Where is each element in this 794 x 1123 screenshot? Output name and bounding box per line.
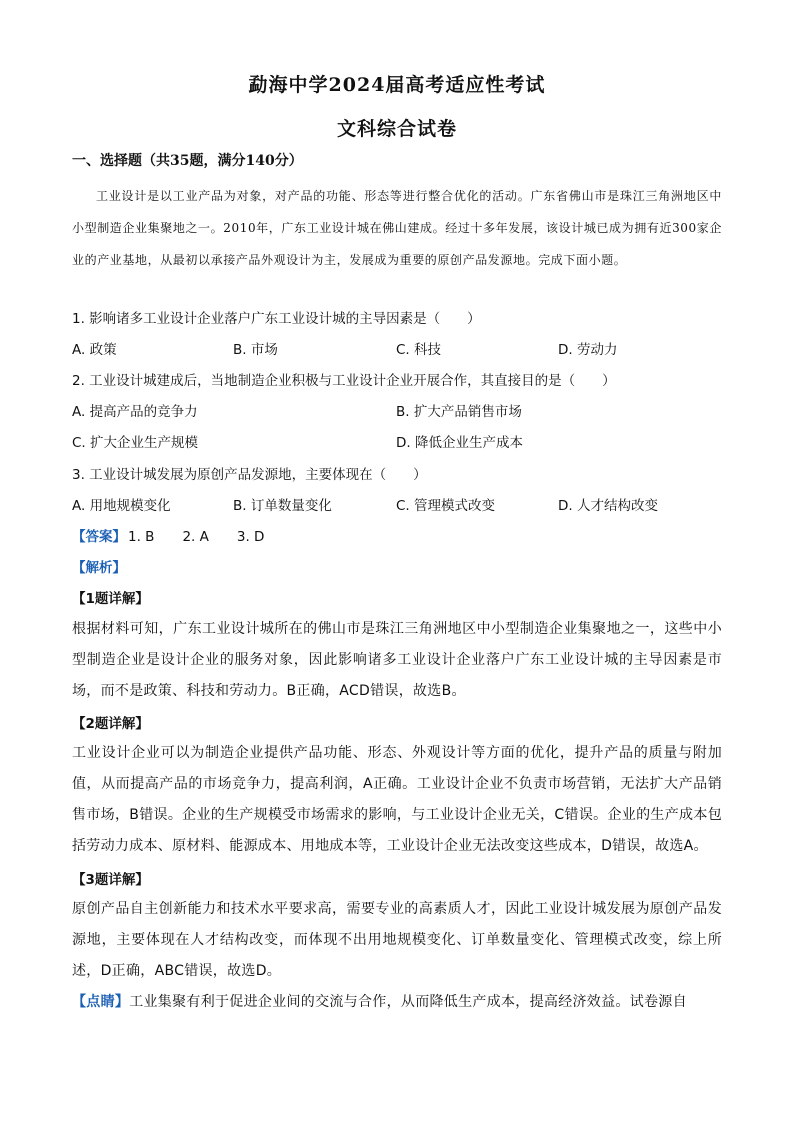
detail-3-heading: 【3题详解】 bbox=[72, 872, 149, 888]
tip-label: 【点睛】 bbox=[72, 994, 130, 1010]
detail-1-heading: 【1题详解】 bbox=[72, 591, 149, 607]
question-1-option-c: C. 科技 bbox=[396, 342, 442, 358]
detail-1-text: 根据材料可知，广东工业设计城所在的佛山市是珠江三角洲地区中小型制造企业集聚地之一，这些中小型制造企业是设计企业的服务对象，因此影响诸多工业设计企业落户广东工业设计城的主导因素是市场，而不是政策、科技和劳动力。B正确，ACD错误，故选B。 bbox=[72, 621, 722, 699]
question-3-option-c: C. 管理模式改变 bbox=[396, 498, 496, 514]
detail-3-text: 原创产品自主创新能力和技术水平要求高，需要专业的高素质人才，因此工业设计城发展为原创产品发源地，主要体现在人才结构改变，而体现不出用地规模变化、订单数量变化、管理模式改变，综上所述，D正确，ABC错误，故选D。 bbox=[72, 901, 722, 979]
question-3-stem: 3. 工业设计城发展为原创产品发源地，主要体现在（ ） bbox=[72, 467, 427, 483]
question-2-option-b: B. 扩大产品销售市场 bbox=[396, 404, 522, 420]
answer-label: 【答案】 bbox=[72, 529, 126, 545]
question-1-option-a: A. 政策 bbox=[72, 342, 117, 358]
tip-line bbox=[72, 987, 722, 1018]
question-2-option-d: D. 降低企业生产成本 bbox=[396, 435, 523, 451]
reading-passage: 工业设计是以工业产品为对象，对产品的功能、形态等进行整合优化的活动。广东省佛山市是珠江三角洲地区中小型制造企业集聚地之一。2010年，广东工业设计城在佛山建成。经过十多年发展，该设计城已成为拥有近300家企业的产业基地，从最初以承接产品外观设计为主，发展成为重要的原创产品发源地。完成下面小题。 bbox=[72, 189, 722, 267]
exam-subtitle: 文科综合试卷 bbox=[336, 118, 457, 140]
answer-value: 2. A bbox=[182, 529, 209, 545]
answer-line bbox=[72, 525, 264, 545]
question-3-option-d: D. 人才结构改变 bbox=[558, 498, 658, 514]
exam-title: 勐海中学2024届高考适应性考试 bbox=[248, 74, 546, 96]
section-heading: 一、选择题（共35题，满分140分） bbox=[72, 153, 303, 169]
tip-text: 工业集聚有利于促进企业间的交流与合作，从而降低生产成本，提高经济效益。试卷源自 bbox=[129, 994, 687, 1010]
question-1-option-d: D. 劳动力 bbox=[558, 342, 618, 358]
detail-2-heading: 【2题详解】 bbox=[72, 716, 149, 732]
analysis-label: 【解析】 bbox=[72, 560, 126, 576]
question-2-stem: 2. 工业设计城建成后，当地制造企业积极与工业设计企业开展合作，其直接目的是（ ） bbox=[72, 373, 616, 389]
question-2-option-c: C. 扩大企业生产规模 bbox=[72, 435, 199, 451]
answer-value: 1. B bbox=[128, 529, 155, 545]
question-1-option-b: B. 市场 bbox=[233, 342, 278, 358]
detail-2-text: 工业设计企业可以为制造企业提供产品功能、形态、外观设计等方面的优化，提升产品的质量与附加值，从而提高产品的市场竞争力，提高利润，A正确。工业设计企业不负责市场营销，无法扩大产品销售市场，B错误。企业的生产规模受市场需求的影响，与工业设计企业无关，C错误。企业的生产成本包括劳动力成本、原材料、能源成本、用地成本等，工业设计企业无法改变这些成本，D错误，故选A。 bbox=[72, 745, 722, 854]
answer-value: 3. D bbox=[236, 529, 265, 545]
question-3-option-b: B. 订单数量变化 bbox=[233, 498, 332, 514]
analysis-line bbox=[72, 556, 126, 576]
question-3-option-a: A. 用地规模变化 bbox=[72, 498, 171, 514]
question-2-option-a: A. 提高产品的竞争力 bbox=[72, 404, 198, 420]
question-1-stem: 1. 影响诸多工业设计企业落户广东工业设计城的主导因素是（ ） bbox=[72, 311, 481, 327]
